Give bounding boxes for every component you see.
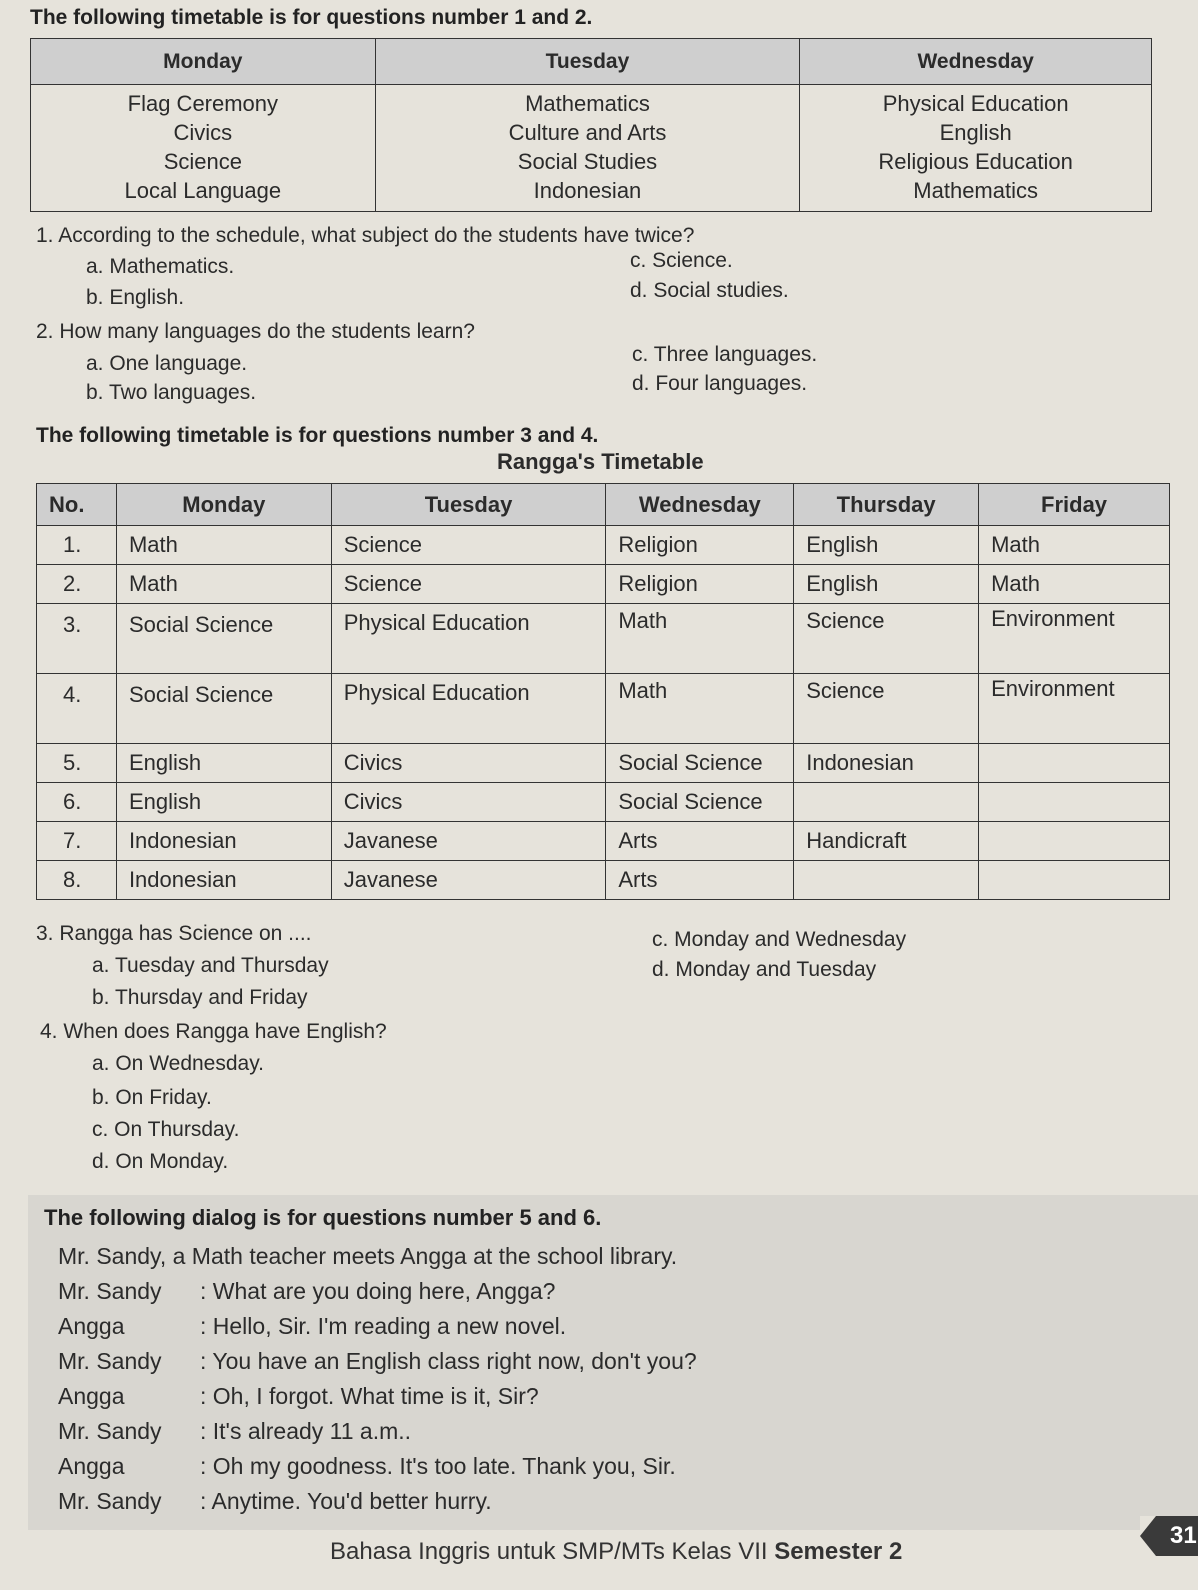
dialog-line <box>58 1278 555 1305</box>
dialog-text: : Anytime. You'd better hurry. <box>200 1488 492 1514</box>
t1-header-monday: Monday <box>31 39 376 85</box>
footer-semester: Semester 2 <box>774 1538 903 1565</box>
cell-wednesday: Religion <box>606 526 794 565</box>
table-row <box>37 861 1170 900</box>
cell-tuesday: Science <box>331 526 606 565</box>
cell-friday <box>979 822 1170 861</box>
row-number: 1. <box>37 526 117 565</box>
table-row <box>37 744 1170 783</box>
dialog-line <box>58 1488 492 1515</box>
q1-option-c: c. Science. <box>630 249 733 272</box>
dialog-line <box>58 1418 411 1445</box>
dialog-text: : Hello, Sir. I'm reading a new novel. <box>200 1313 567 1339</box>
table-row <box>37 526 1170 565</box>
q1-option-a: a. Mathematics. <box>86 255 235 278</box>
q2-option-b: b. Two languages. <box>86 381 257 404</box>
q2-option-d: d. Four languages. <box>632 372 808 395</box>
cell-monday: Math <box>116 526 331 565</box>
cell-wednesday: Social Science <box>606 783 794 822</box>
dialog-intro: Mr. Sandy, a Math teacher meets Angga at the school library. <box>58 1243 678 1269</box>
q1-option-b: b. English. <box>86 286 185 309</box>
cell-monday: Indonesian <box>116 861 331 900</box>
question-4: 4. When does Rangga have English? <box>40 1020 387 1043</box>
page-number: 31 <box>1140 1516 1198 1556</box>
cell-monday: Social Science <box>116 604 331 674</box>
question-1: 1. According to the schedule, what subject do the students have twice? <box>36 224 695 247</box>
cell-friday: Environment <box>979 674 1170 744</box>
q1-option-d: d. Social studies. <box>630 279 789 302</box>
cell-monday: English <box>116 783 331 822</box>
t1-subject: Physical Education <box>882 91 1069 116</box>
q4-option-d: d. On Monday. <box>92 1150 229 1173</box>
cell-wednesday: Math <box>606 604 794 674</box>
q4-option-c: c. On Thursday. <box>92 1118 240 1141</box>
q3-option-b: b. Thursday and Friday <box>92 986 308 1009</box>
dialog-speaker: Angga <box>58 1453 125 1479</box>
dialog-line <box>58 1383 539 1410</box>
t1-header-tuesday: Tuesday <box>375 39 800 85</box>
t1-subject: Culture and Arts <box>508 120 667 145</box>
cell-friday: Math <box>979 526 1170 565</box>
dialog-line <box>58 1453 676 1480</box>
cell-friday: Math <box>979 565 1170 604</box>
cell-wednesday: Religion <box>606 565 794 604</box>
timetable-caption: Rangga's Timetable <box>497 449 704 474</box>
dialog-text: : It's already 11 a.m.. <box>200 1418 412 1444</box>
section3-heading: The following dialog is for questions number 5 and 6. <box>44 1205 602 1230</box>
table-row <box>37 604 1170 674</box>
t1-subject: Local Language <box>124 178 282 203</box>
cell-wednesday: Social Science <box>606 744 794 783</box>
t2-header-monday: Monday <box>116 484 331 526</box>
t1-subject: English <box>939 120 1012 145</box>
dialog-text: : Oh, I forgot. What time is it, Sir? <box>200 1383 539 1409</box>
t1-subject: Civics <box>173 120 233 145</box>
cell-thursday: Science <box>794 604 979 674</box>
timetable-1 <box>30 38 1152 212</box>
cell-monday: Math <box>116 565 331 604</box>
section2-heading: The following timetable is for questions number 3 and 4. <box>36 424 599 447</box>
q4-option-a: a. On Wednesday. <box>92 1052 264 1075</box>
t1-subject: Flag Ceremony <box>127 91 279 116</box>
row-number: 5. <box>37 744 117 783</box>
t1-subject: Mathematics <box>913 178 1038 203</box>
dialog-speaker: Mr. Sandy <box>58 1278 162 1304</box>
t1-subject: Indonesian <box>533 178 642 203</box>
cell-thursday: Handicraft <box>794 822 979 861</box>
cell-thursday: English <box>794 565 979 604</box>
t1-monday-cell <box>31 85 376 212</box>
footer-book: Bahasa Inggris untuk SMP/MTs Kelas VII <box>330 1538 768 1565</box>
cell-tuesday: Javanese <box>331 822 606 861</box>
cell-thursday <box>794 783 979 822</box>
t2-header-no: No. <box>37 484 117 526</box>
table-row <box>37 822 1170 861</box>
table-row <box>37 783 1170 822</box>
rangga-timetable <box>36 483 1170 900</box>
table-row <box>37 674 1170 744</box>
dialog-text: : Oh my goodness. It's too late. Thank you, Sir. <box>200 1453 676 1479</box>
cell-thursday: Science <box>794 674 979 744</box>
cell-tuesday: Science <box>331 565 606 604</box>
t2-header-thursday: Thursday <box>794 484 979 526</box>
row-number: 2. <box>37 565 117 604</box>
cell-tuesday: Physical Education <box>331 604 606 674</box>
cell-tuesday: Javanese <box>331 861 606 900</box>
dialog-text: : What are you doing here, Angga? <box>200 1278 556 1304</box>
cell-monday: Social Science <box>116 674 331 744</box>
t2-header-wednesday: Wednesday <box>606 484 794 526</box>
dialog-line <box>58 1348 697 1375</box>
t2-header-friday: Friday <box>979 484 1170 526</box>
cell-thursday: English <box>794 526 979 565</box>
dialog-text: : You have an English class right now, don't you? <box>200 1348 697 1374</box>
row-number: 6. <box>37 783 117 822</box>
dialog-speaker: Angga <box>58 1383 125 1409</box>
row-number: 3. <box>37 604 117 674</box>
cell-wednesday: Math <box>606 674 794 744</box>
cell-thursday: Indonesian <box>794 744 979 783</box>
footer-book-title <box>330 1538 902 1566</box>
question-2: 2. How many languages do the students learn? <box>36 320 475 343</box>
table-row <box>37 565 1170 604</box>
cell-friday <box>979 783 1170 822</box>
q3-option-c: c. Monday and Wednesday <box>652 928 907 951</box>
cell-monday: English <box>116 744 331 783</box>
cell-tuesday: Civics <box>331 744 606 783</box>
t1-header-wednesday: Wednesday <box>800 39 1152 85</box>
q3-option-d: d. Monday and Tuesday <box>652 958 877 981</box>
t1-tuesday-cell <box>375 85 800 212</box>
cell-monday: Indonesian <box>116 822 331 861</box>
dialog-speaker: Mr. Sandy <box>58 1348 162 1374</box>
t2-header-tuesday: Tuesday <box>331 484 606 526</box>
cell-wednesday: Arts <box>606 822 794 861</box>
q4-option-b: b. On Friday. <box>92 1086 212 1109</box>
cell-friday <box>979 861 1170 900</box>
q3-option-a: a. Tuesday and Thursday <box>92 954 329 977</box>
t1-subject: Religious Education <box>878 149 1073 174</box>
q2-option-c: c. Three languages. <box>632 343 818 366</box>
section1-heading: The following timetable is for questions number 1 and 2. <box>30 6 593 29</box>
dialog-speaker: Mr. Sandy <box>58 1488 162 1514</box>
t1-subject: Social Studies <box>517 149 658 174</box>
t1-subject: Mathematics <box>525 91 650 116</box>
dialog-line <box>58 1313 566 1340</box>
cell-friday: Environment <box>979 604 1170 674</box>
row-number: 4. <box>37 674 117 744</box>
t1-wednesday-cell <box>800 85 1152 212</box>
q2-option-a: a. One language. <box>86 352 248 375</box>
cell-thursday <box>794 861 979 900</box>
cell-tuesday: Physical Education <box>331 674 606 744</box>
row-number: 7. <box>37 822 117 861</box>
dialog-speaker: Mr. Sandy <box>58 1418 162 1444</box>
t1-subject: Science <box>163 149 242 174</box>
question-3: 3. Rangga has Science on .... <box>36 922 312 945</box>
cell-friday <box>979 744 1170 783</box>
cell-tuesday: Civics <box>331 783 606 822</box>
row-number: 8. <box>37 861 117 900</box>
dialog-speaker: Angga <box>58 1313 125 1339</box>
cell-wednesday: Arts <box>606 861 794 900</box>
